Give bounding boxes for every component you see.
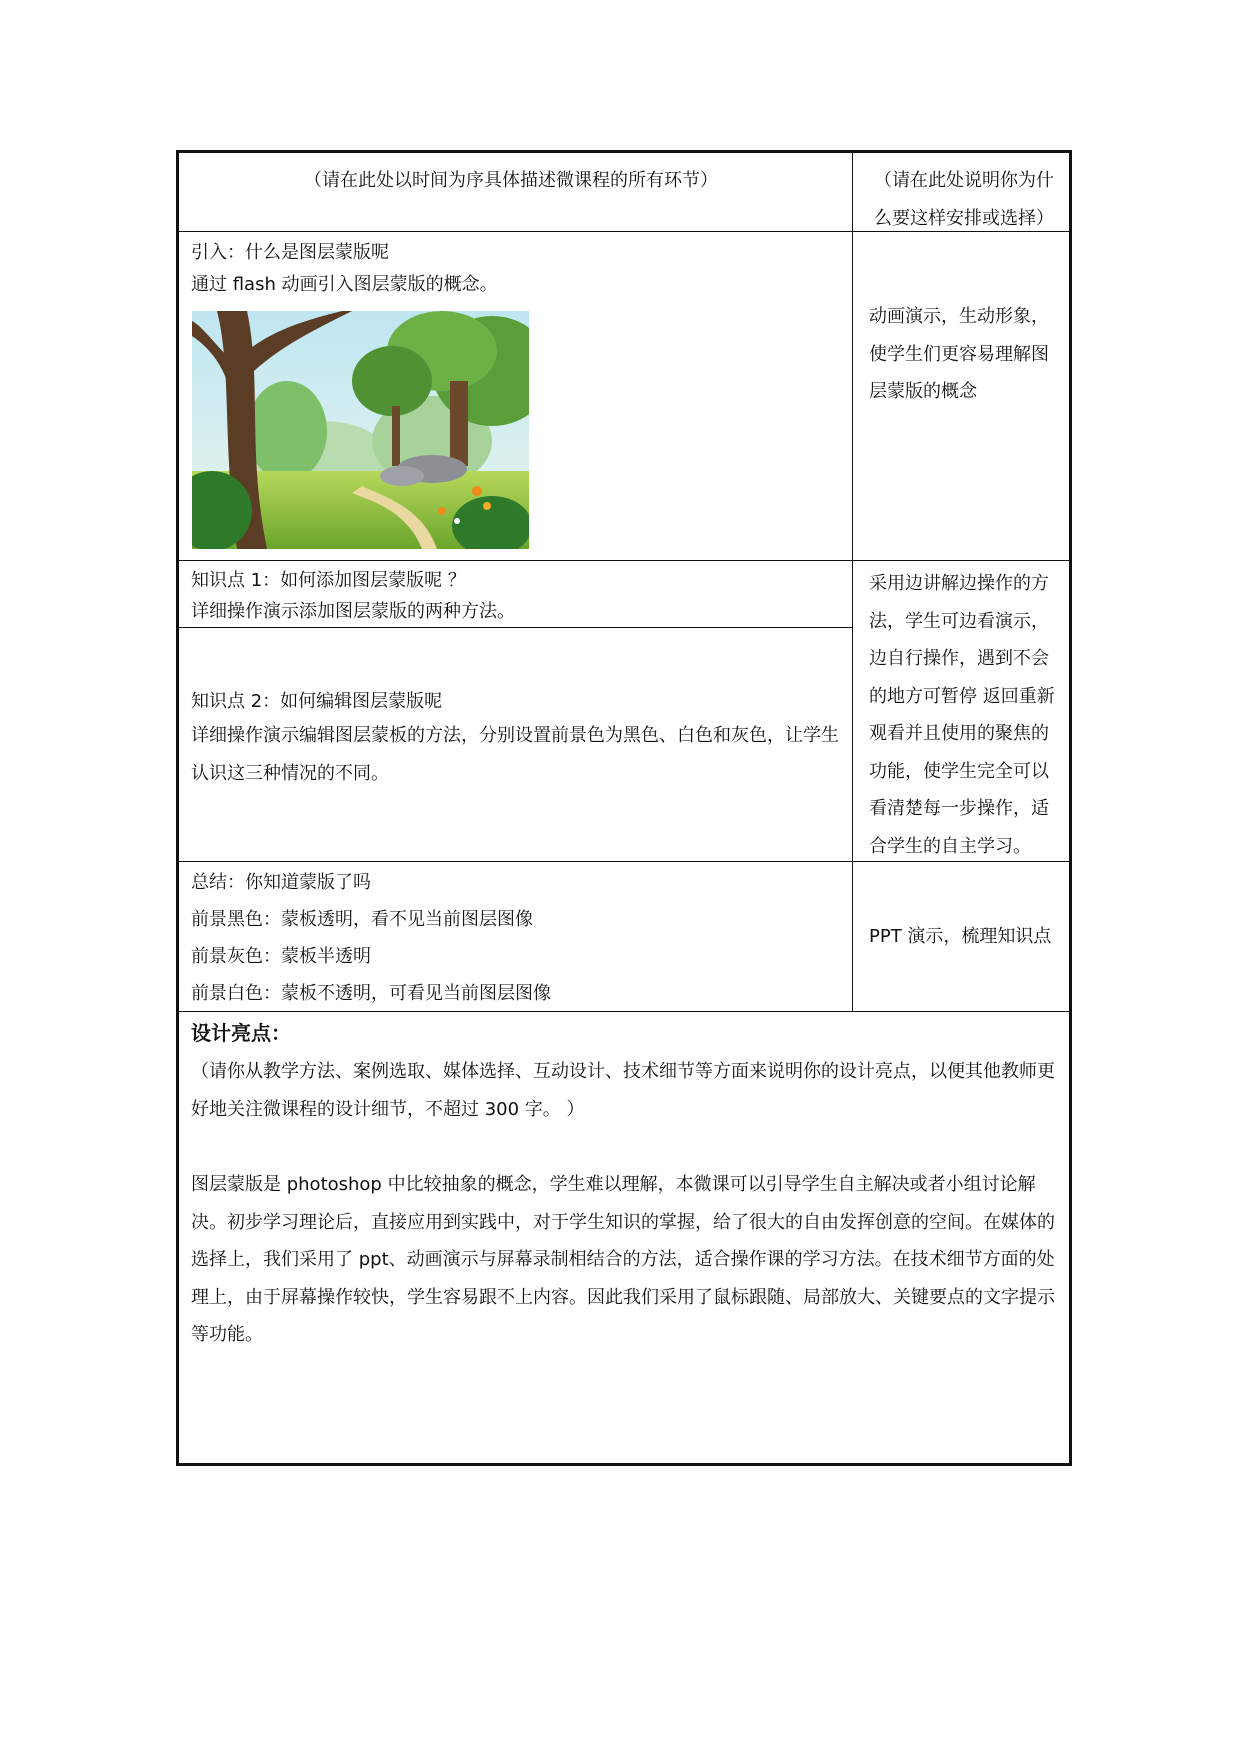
intro-title: 引入：什么是图层蒙版呢 xyxy=(191,242,389,263)
kp1-title: 知识点 1：如何添加图层蒙版呢 ？ xyxy=(191,570,466,591)
knowledge-points-reason: 采用边讲解边操作的方法，学生可边看演示，边自行操作，遇到不会的地方可暂停 返回重新观看并且使用的聚焦的功能，使学生完全可以看清楚每一步操作，适合学生的自主学习。 xyxy=(869,573,1055,857)
summary-reason: PPT 演示，梳理知识点 xyxy=(869,926,1052,947)
forest-scene-illustration xyxy=(192,311,529,549)
summary-line: 前景白色：蒙板不透明，可看见当前图层图像 xyxy=(191,983,551,1004)
kp2-description: 详细操作演示编辑图层蒙板的方法，分别设置前景色为黑色、白色和灰色，让学生认识这三种情况的不同。 xyxy=(191,725,839,784)
kp2-title: 知识点 2：如何编辑图层蒙版呢 xyxy=(191,691,443,712)
intro-reason: 动画演示，生动形象，使学生们更容易理解图层蒙版的概念 xyxy=(869,306,1049,402)
row-divider xyxy=(179,560,1069,561)
design-highlights-prompt: （请你从教学方法、案例选取、媒体选择、互动设计、技术细节等方面来说明你的设计亮点，以便其他教师更好地关注微课程的设计细节，不超过 300 字。 ） xyxy=(191,1061,1055,1120)
summary-title: 总结：你知道蒙版了吗 xyxy=(191,872,371,893)
summary-line: 前景黑色：蒙板透明，看不见当前图层图像 xyxy=(191,909,533,930)
header-left-instruction: （请在此处以时间为序具体描述微课程的所有环节） xyxy=(304,170,718,191)
intro-description: 通过 flash 动画引入图层蒙版的概念。 xyxy=(191,274,498,295)
column-divider xyxy=(852,153,853,1011)
design-highlights-body: 图层蒙版是 photoshop 中比较抽象的概念，学生难以理解，本微课可以引导学生自主解决或者小组讨论解决。初步学习理论后，直接应用到实践中，对于学生知识的掌握，给了很大的自由发挥创意的空间。在媒体的选择上，我们采用了 ppt、动画演示与屏幕录制相结合的方法，适合操作课的学习方法。在技术细节方面的处理上，由于屏幕操作较快，学生容易跟不上内容。因此我们采用了鼠标跟随、局部放大、关键要点的文字提示等功能。 xyxy=(191,1174,1055,1345)
design-highlights-heading: 设计亮点： xyxy=(191,1021,291,1045)
header-right-instruction: （请在此处说明你为什么要这样安排或选择） xyxy=(874,170,1054,229)
lesson-design-table xyxy=(176,150,1072,1466)
summary-line: 前景灰色：蒙板半透明 xyxy=(191,946,371,967)
kp1-description: 详细操作演示添加图层蒙版的两种方法。 xyxy=(191,601,515,622)
